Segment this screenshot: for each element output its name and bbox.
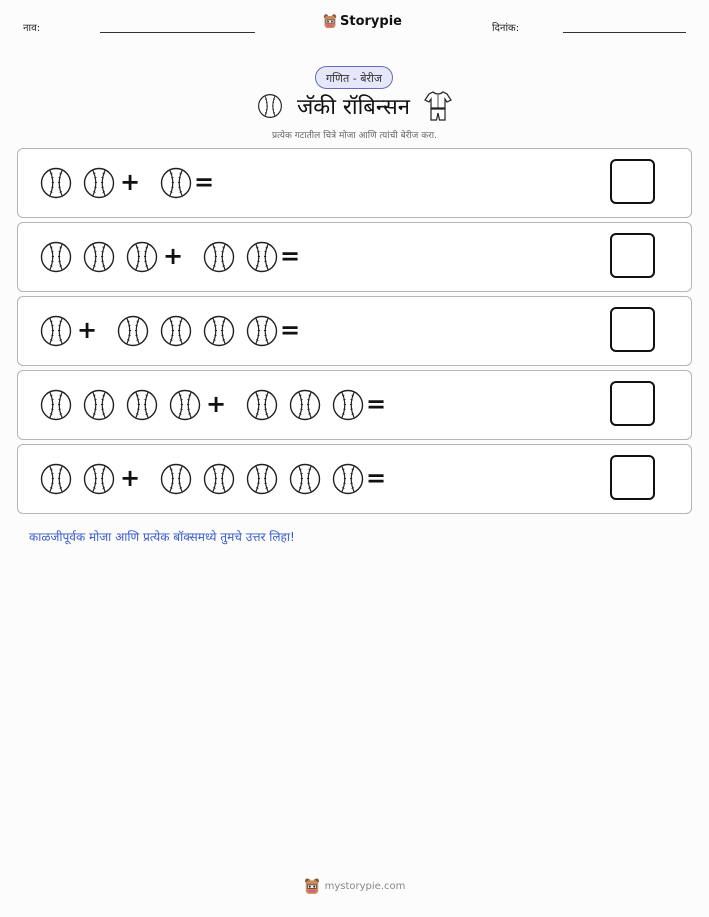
- plus-sign: +: [163, 242, 184, 270]
- baseball-icon: [117, 315, 149, 347]
- baseball-icon: [203, 463, 235, 495]
- baseball-icon: [126, 389, 158, 421]
- baseball-icon: [40, 315, 72, 347]
- equals-sign: =: [194, 168, 215, 196]
- baseball-icon: [246, 389, 278, 421]
- answer-box[interactable]: [610, 307, 655, 352]
- answer-box[interactable]: [610, 455, 655, 500]
- subject-tag: गणित - बेरीज: [315, 66, 393, 89]
- problem-row: [17, 296, 692, 366]
- baseball-icon: [289, 389, 321, 421]
- equals-sign: =: [366, 390, 387, 418]
- equals-sign: =: [366, 464, 387, 492]
- name-label: नाव:: [23, 23, 41, 34]
- baseball-icon: [289, 463, 321, 495]
- problem-row: [17, 444, 692, 514]
- page-title: जॅकी रॉबिन्सन: [296, 95, 411, 120]
- baseball-icon: [160, 167, 192, 199]
- footer: [0, 877, 709, 895]
- baseball-icon: [83, 241, 115, 273]
- baseball-icon: [160, 315, 192, 347]
- date-line: [563, 32, 686, 33]
- baseball-icon: [83, 389, 115, 421]
- baseball-icon: [83, 463, 115, 495]
- baseball-uniform-icon: [424, 90, 452, 122]
- baseball-icon: [160, 463, 192, 495]
- baseball-icon: [246, 463, 278, 495]
- brand-logo: [323, 13, 402, 29]
- baseball-icon: [203, 241, 235, 273]
- bear-logo-icon: [323, 13, 337, 29]
- baseball-icon: [246, 315, 278, 347]
- baseball-icon: [332, 463, 364, 495]
- plus-sign: +: [77, 316, 98, 344]
- baseball-icon: [169, 389, 201, 421]
- baseball-icon: [40, 241, 72, 273]
- baseball-icon: [40, 389, 72, 421]
- date-label: दिनांक:: [492, 23, 520, 34]
- page-subtitle: प्रत्येक गटातील चित्रे मोजा आणि त्यांची बेरीज करा.: [272, 131, 437, 141]
- baseball-icon: [126, 241, 158, 273]
- baseball-icon: [203, 315, 235, 347]
- worksheet-header: [0, 0, 709, 50]
- brand-name: Storypie: [340, 13, 402, 29]
- title-row: [0, 88, 709, 124]
- problem-row: [17, 222, 692, 292]
- plus-sign: +: [120, 168, 141, 196]
- equals-sign: =: [280, 316, 301, 344]
- baseball-icon: [332, 389, 364, 421]
- baseball-icon: [40, 167, 72, 199]
- baseball-icon: [83, 167, 115, 199]
- answer-box[interactable]: [610, 159, 655, 204]
- instruction-text: काळजीपूर्वक मोजा आणि प्रत्येक बॉक्समध्ये तुमचे उत्तर लिहा!: [29, 530, 295, 544]
- equals-sign: =: [280, 242, 301, 270]
- footer-url: mystorypie.com: [324, 880, 406, 892]
- answer-box[interactable]: [610, 233, 655, 278]
- answer-box[interactable]: [610, 381, 655, 426]
- baseball-icon: [257, 93, 283, 119]
- baseball-icon: [40, 463, 72, 495]
- plus-sign: +: [206, 390, 227, 418]
- bear-logo-icon: [304, 877, 320, 895]
- problem-row: [17, 370, 692, 440]
- plus-sign: +: [120, 464, 141, 492]
- baseball-icon: [246, 241, 278, 273]
- name-line: [100, 32, 255, 33]
- problem-row: [17, 148, 692, 218]
